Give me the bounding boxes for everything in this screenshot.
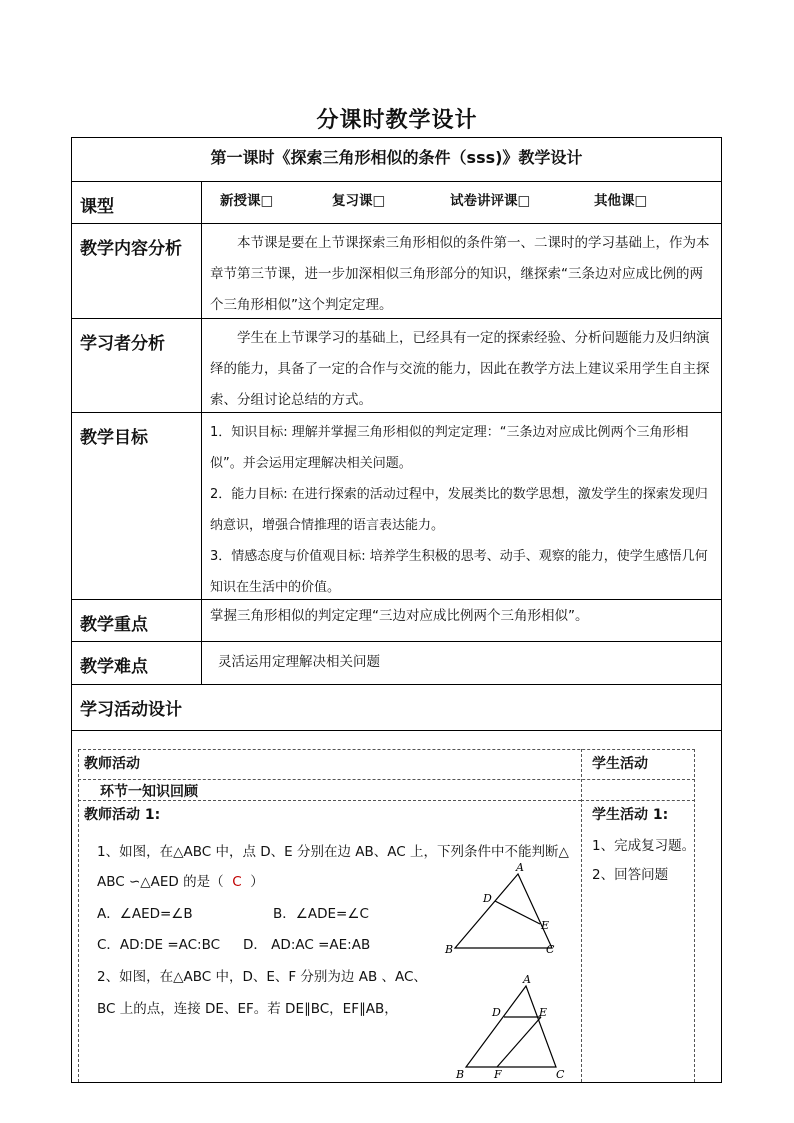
difficulty-text: 灵活运用定理解决相关问题 bbox=[218, 654, 380, 670]
key-point-label: 教学重点 bbox=[72, 600, 202, 641]
fig1-label-b: B bbox=[445, 943, 454, 956]
fig2-label-a: A bbox=[523, 973, 531, 986]
student-activity-header: 学生活动 bbox=[592, 756, 648, 772]
learner-analysis-row bbox=[72, 318, 721, 412]
question-2-line-1: 2、如图，在△ABC 中，D、E、F 分别为边 AB 、AC、 bbox=[97, 969, 427, 985]
fig2-label-c: C bbox=[556, 1068, 565, 1080]
goal-item: 1．知识目标: 理解并掌握三角形相似的判定定理：“三条边对应成比例两个三角形相似”。并会运用定理解决相关问题。 bbox=[210, 425, 689, 471]
question-1-option-a: A．∠AED=∠B bbox=[97, 906, 193, 922]
type-option-review: 复习课□ bbox=[332, 193, 386, 209]
student-item: 1、完成复习题。 bbox=[592, 838, 696, 854]
type-row bbox=[72, 181, 721, 223]
goals-content bbox=[202, 413, 721, 599]
goal-item: 3．情感态度与价值观目标: 培养学生积极的思考、动手、观察的能力，使学生感悟几何知识在生活中的价值。 bbox=[210, 549, 708, 595]
type-option-other: 其他课□ bbox=[594, 193, 648, 209]
section-title: 环节一知识回顾 bbox=[100, 784, 198, 800]
content-analysis-row bbox=[72, 223, 721, 318]
lesson-title-row bbox=[72, 138, 721, 181]
header-divider bbox=[78, 779, 695, 780]
question-1-option-d: D． AD:AC =AE:AB bbox=[243, 937, 371, 953]
difficulty-row bbox=[72, 641, 721, 684]
teacher-activity-header: 教师活动 bbox=[84, 756, 140, 772]
learner-analysis-text: 学生在上节课学习的基础上，已经具有一定的探索经验、分析问题能力及归纳演绎的能力，具备了一定的合作与交流的能力，因此在教学方法上建议采用学生自主探索、分组讨论总结的方式。 bbox=[210, 330, 710, 408]
learner-analysis-label: 学习者分析 bbox=[72, 319, 202, 412]
fig2-label-d: D bbox=[492, 1006, 501, 1019]
fig1-label-d: D bbox=[483, 892, 492, 905]
activity-design-label: 学习活动设计 bbox=[80, 700, 182, 720]
type-options bbox=[202, 182, 721, 223]
content-analysis-text: 本节课是要在上节课探索三角形相似的条件第一、二课时的学习基础上，作为本章节第三节课，进一步加深相似三角形部分的知识，继探索“三条边对应成比例的两个三角形相似”这个判定定理。 bbox=[210, 235, 710, 313]
key-point-text: 掌握三角形相似的判定定理“三边对应成比例两个三角形相似”。 bbox=[210, 608, 589, 624]
fig2-label-b: B bbox=[456, 1068, 465, 1080]
question-2-line-2: BC 上的点，连接 DE、EF。若 DE∥BC，EF∥AB， bbox=[97, 1001, 398, 1017]
activity-design-row bbox=[72, 684, 721, 730]
fig1-label-e: E bbox=[541, 919, 550, 932]
question-1-line-2: ABC ∽△AED 的是（ C ） bbox=[97, 874, 264, 890]
triangle-figure-1 bbox=[440, 858, 570, 958]
question-1-line-1: 1、如图，在△ABC 中，点 D、E 分别在边 AB、AC 上，下列条件中不能判断△ bbox=[97, 844, 569, 860]
fig2-label-f: F bbox=[494, 1068, 502, 1080]
section-divider-right bbox=[581, 800, 695, 801]
question-1-option-c: C．AD:DE =AC:BC bbox=[97, 937, 221, 953]
goals-label: 教学目标 bbox=[72, 413, 202, 599]
content-analysis-label: 教学内容分析 bbox=[72, 224, 202, 318]
type-option-new: 新授课□ bbox=[220, 193, 274, 209]
activity-divider bbox=[581, 749, 582, 1082]
goals-row bbox=[72, 412, 721, 599]
question-1-option-b: B．∠ADE=∠C bbox=[273, 906, 369, 922]
question-1-answer: C bbox=[232, 874, 242, 890]
key-point-row bbox=[72, 599, 721, 641]
student-item: 2、回答问题 bbox=[592, 867, 669, 883]
difficulty-label: 教学难点 bbox=[72, 642, 202, 684]
fig2-label-e: E bbox=[539, 1006, 548, 1019]
lesson-title: 第一课时《探索三角形相似的条件（sss)》教学设计 bbox=[210, 148, 583, 167]
goal-item: 2．能力目标: 在进行探索的活动过程中，发展类比的数学思想，激发学生的探索发现归纳意识，增强合情推理的语言表达能力。 bbox=[210, 487, 708, 533]
page-title: 分课时教学设计 bbox=[316, 108, 478, 133]
student-activity-title: 学生活动 1: bbox=[592, 807, 669, 823]
teacher-activity-title: 教师活动 1: bbox=[84, 807, 161, 823]
fig1-label-c: C bbox=[546, 943, 555, 956]
type-option-test-review: 试卷讲评课□ bbox=[450, 193, 531, 209]
fig1-label-a: A bbox=[516, 861, 524, 874]
type-label: 课型 bbox=[72, 182, 202, 223]
triangle-figure-2 bbox=[452, 972, 572, 1080]
